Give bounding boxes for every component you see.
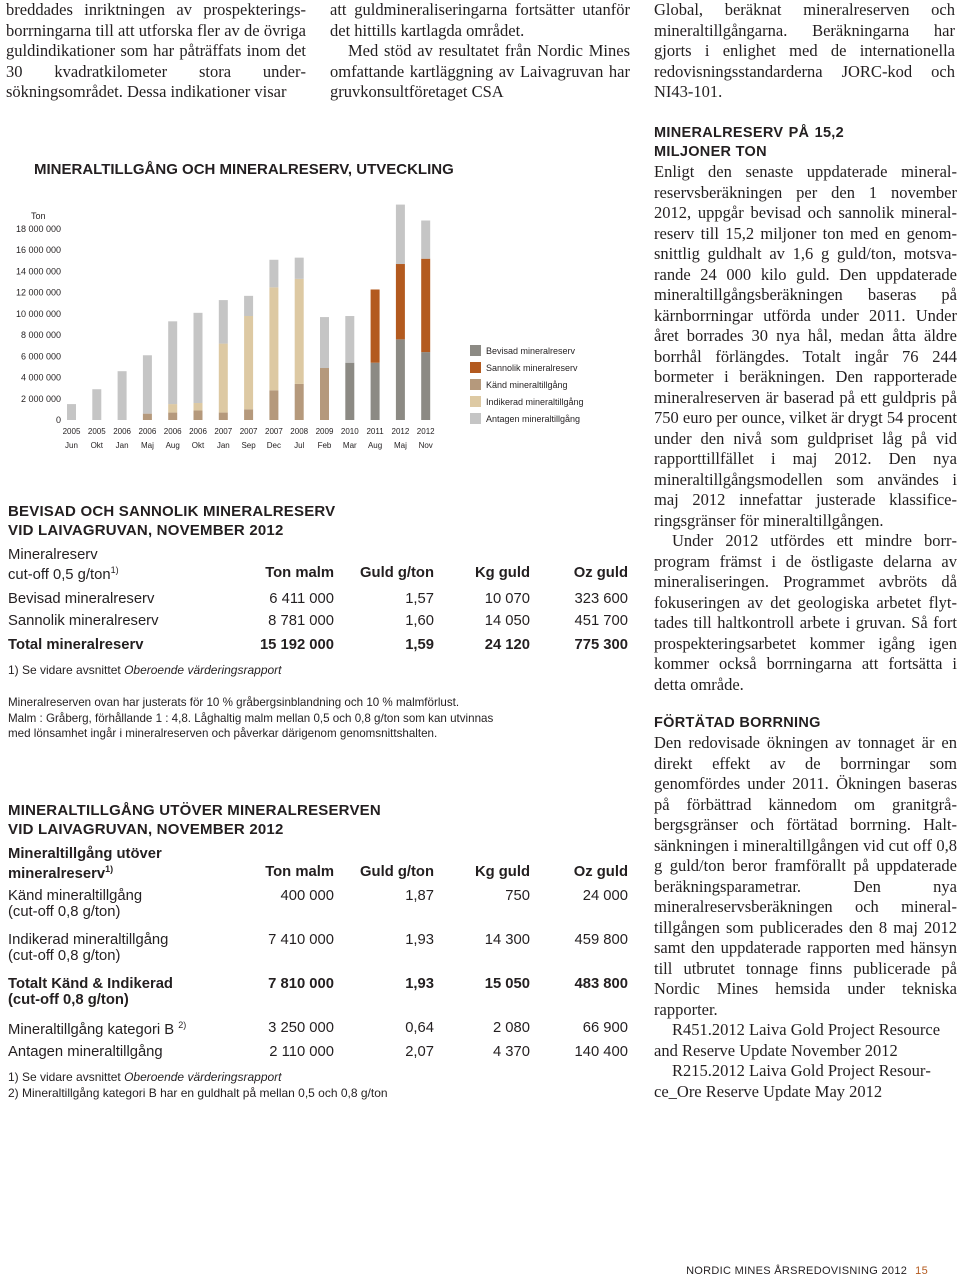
col-ton-malm: Ton malm xyxy=(265,565,334,581)
bar-segment xyxy=(295,258,304,279)
bar-segment xyxy=(92,389,101,420)
table-row: Bevisad mineralreserv 6 411 000 1,57 10 070 323 600 xyxy=(8,591,628,607)
bar-segment xyxy=(244,296,253,316)
bar-segment xyxy=(396,339,405,420)
bar-segment xyxy=(295,279,304,384)
resource-title: MINERALTILLGÅNG UTÖVER MINERALRESERVEN VID LAIVAGRUVAN, NOVEMBER 2012 xyxy=(8,802,381,838)
resource-footnotes: 1) Se vidare avsnittet Oberoende värderingsrapport 2) Mineraltillgång kategori B har en guldhalt på mellan 0,5 och 0,8 g/ton xyxy=(8,1070,388,1100)
x-tick-year: 2012 xyxy=(416,427,435,436)
page-footer: NORDIC MINES ÅRSREDOVISNING 2012 15 xyxy=(686,1265,928,1277)
y-tick-label: 14 000 000 xyxy=(15,266,61,277)
bar-segment xyxy=(421,221,430,259)
section-heading-reserve: MINERALRESERV PÅ 15,2 MILJONER TON xyxy=(654,125,844,160)
bar-segment xyxy=(194,313,203,403)
x-tick-month: Jan xyxy=(216,441,230,450)
bar-segment xyxy=(194,410,203,420)
development-chart xyxy=(0,150,640,465)
x-tick-year: 2008 xyxy=(290,427,309,436)
table-row: Mineraltillgång kategori B $^{2)}$ 3 250 000 0,64 2 080 66 900 xyxy=(8,1020,628,1038)
x-tick-month: Feb xyxy=(317,441,332,450)
reserve-title: BEVISAD OCH SANNOLIK MINERALRESERV VID LAIVAGRUVAN, NOVEMBER 2012 xyxy=(8,503,336,539)
y-tick-label: 12 000 000 xyxy=(15,287,61,298)
col-guld-g-ton: Guld g/ton xyxy=(360,565,434,581)
bar-segment xyxy=(118,371,127,420)
bar-segment xyxy=(219,300,228,344)
bar-segment xyxy=(194,403,203,410)
y-tick-label: 10 000 000 xyxy=(15,308,61,319)
bar-segment xyxy=(396,264,405,339)
bar-segment xyxy=(269,260,278,288)
legend-swatch xyxy=(470,413,481,424)
x-tick-month: Okt xyxy=(191,441,205,450)
x-tick-month: Nov xyxy=(418,441,433,450)
x-tick-month: Maj xyxy=(140,441,154,450)
x-tick-month: Jan xyxy=(115,441,129,450)
bar-segment xyxy=(168,321,177,404)
top-left-text: breddades inriktningen av prospekteringsborrningarna till att utforska fler av de övriga guldindikationer som har påträffats inom det 30 kvadratkilometer stora undersökningsområdet. Dessa indikationer visar xyxy=(6,0,306,101)
col-oz-guld: Oz guld xyxy=(573,565,628,581)
legend-swatch xyxy=(470,379,481,390)
x-tick-month: Aug xyxy=(165,441,180,450)
bar-segment xyxy=(168,413,177,420)
bar-segment xyxy=(371,289,380,362)
table-total-row: Total mineralreserv 15 192 000 1,59 24 120 775 300 xyxy=(8,637,628,653)
y-tick-label: 0 xyxy=(55,415,61,425)
col-kg-guld: Kg guld xyxy=(474,565,530,581)
bar-segment xyxy=(219,344,228,413)
right-column: MINERALRESERV PÅ 15,2 MILJONER TON Enligt den senaste uppdaterade mineralreservsberäkningen per den 1 november 2012, uppgår bevisad och sannolik mineralreserv till 15,2 miljoner ton med en genomsnittlig guldhalt av 1,6 g guld/ton, motsvarande 24 000 kilo guld. Den uppdaterade mineraltillgångsberäkningen baseras på kärnborrningar utförda under 2011. Under året borrades 30 nya hål, medan åtta äldre borrhål förlängdes. Totalt ingår 76 244 bormeter i beräkningen. Den rapporterade mineralreserven är baserad på ett guldpris på 750 euro per ounce, vilket är drygt 54 procent under den nivå som guldpriset låg på vid rapporttillfället i maj 2012. Den nya mineraltillgångsmodellen som användes i maj 2012 innefattar justerade klassificeringsgränser för mineraltillgången. Under 2012 utfördes ett mindre borrprogram främst i de östligaste delarna av mineraliseringen. Programmet avbröts då fokuseringen av det geologiska arbetet flyttades till haltkontroll arbete i gruvan. Så fort prospekteringsarbetet kommer igång igen kommer också borrningarna att fortsätta i detta område. FÖRTÄTAD BORRNING Den redovisade ökningen av tonnaget är en direkt effekt av de borrningar som genomfördes under 2011. Ökningen baseras på förbättrad kännedom om granitgråbergsgränser och förtätad borrning. Haltsänkningen i mineraltillgången vid cut off 0,8 g guld/ton beror framförallt på uppdaterade beräkningsparametrar. Den nya mineralreservsberäkningen och mineraltillgången som publicerades den 8 maj 2012 samt den uppdaterade rapporten med hänsyn till utbrutet tonnage finns publicerade på Nordic Mines hemsida under tekniska rapporter. R451.2012 Laiva Gold Project Resource and Reserve Update November 2012 R215.2012 Laiva Gold Project Resource_Ore Reserve Update May 2012 xyxy=(654,125,957,1101)
bar-segment xyxy=(371,363,380,420)
bar-segment xyxy=(295,384,304,420)
x-tick-year: 2011 xyxy=(366,427,384,436)
legend-swatch xyxy=(470,362,481,373)
x-tick-month: Aug xyxy=(367,441,383,450)
table-row: Känd mineraltillgång (cut-off 0,8 g/ton) 400 000 1,87 750 24 000 xyxy=(8,888,628,920)
bar-segment xyxy=(269,390,278,420)
x-tick-month: Mar xyxy=(342,441,357,450)
x-tick-year: 2007 xyxy=(239,427,258,436)
table-row: Antagen mineraltillgång 2 110 000 2,07 4 370 140 400 xyxy=(8,1044,628,1060)
bar-segment xyxy=(345,363,354,420)
x-tick-month: Dec xyxy=(266,441,282,450)
bar-segment xyxy=(244,316,253,409)
legend-label: Indikerad mineraltillgång xyxy=(486,397,584,407)
reserve-cutoff: cut-off 0,5 g/ton xyxy=(8,566,111,583)
legend-label: Antagen mineraltillgång xyxy=(486,414,581,424)
legend-swatch xyxy=(470,345,481,356)
table-row: Sannolik mineralreserv 8 781 000 1,60 14 050 451 700 xyxy=(8,613,628,629)
bar-segment xyxy=(219,413,228,420)
x-tick-year: 2007 xyxy=(265,427,283,436)
x-tick-year: 2009 xyxy=(315,427,334,436)
bar-segment xyxy=(345,316,354,363)
x-tick-month: Okt xyxy=(90,441,104,450)
x-tick-year: 2006 xyxy=(189,427,207,436)
resource-table xyxy=(8,846,630,1068)
reserve-header-row: cut-off 0,5 g/ton$^{1)}$ Ton malm Guld g/ton Kg guld Oz guld xyxy=(8,565,628,583)
bar-segment xyxy=(396,205,405,264)
bar-segment xyxy=(269,287,278,390)
reserve-notes: Mineralreserven ovan har justerats för 10 % gråbergsinblandning och 10 % malmförlust. Malm : Gråberg, förhållande 1 : 4,8. Låghaltig malm mellan 0,5 och 0,8 g/ton som kan utvinnas med lönsamhet ingår i mineralreserven och påverkar därigenom genomsnittshalten. xyxy=(8,696,494,740)
x-tick-month: Sep xyxy=(241,441,256,450)
x-tick-month: Jul xyxy=(294,441,305,450)
legend-label: Sannolik mineralreserv xyxy=(486,363,578,373)
resource-head-line1: Mineraltillgång utöver xyxy=(8,846,162,862)
page-number: 15 xyxy=(915,1265,928,1277)
bar-segment xyxy=(143,414,152,420)
x-tick-year: 2006 xyxy=(113,427,131,436)
legend-swatch xyxy=(470,396,481,407)
bar-segment xyxy=(244,409,253,420)
table-total-row: Totalt Känd & Indikerad (cut-off 0,8 g/ton) 7 810 000 1,93 15 050 483 800 xyxy=(8,976,628,1008)
x-tick-year: 2012 xyxy=(391,427,410,436)
bar-segment xyxy=(143,355,152,413)
reserve-table xyxy=(8,547,630,659)
chart-ylabel: Ton xyxy=(31,211,46,221)
y-tick-label: 16 000 000 xyxy=(15,245,61,256)
y-tick-label: 4 000 000 xyxy=(20,372,61,383)
y-tick-label: 6 000 000 xyxy=(20,351,61,362)
top-middle-text: att guldmineraliseringarna fortsätter utanför det hittills kartlagda området. Med stöd av resultatet från Nordic Mines omfattande kartläggning av Laivagruvan har gruvkonsultföretaget CSA xyxy=(330,0,630,101)
legend-label: Känd mineraltillgång xyxy=(486,380,568,390)
reserve-footnote: 1) Se vidare avsnittet Oberoende värderingsrapport xyxy=(8,663,282,677)
bar-segment xyxy=(421,259,430,352)
y-tick-label: 8 000 000 xyxy=(20,330,61,341)
x-tick-year: 2007 xyxy=(214,427,233,436)
x-tick-year: 2005 xyxy=(62,427,81,436)
x-tick-month: Jun xyxy=(65,441,78,450)
bar-segment xyxy=(320,317,329,368)
section-heading-drilling: FÖRTÄTAD BORRNING xyxy=(654,715,821,731)
x-tick-month: Maj xyxy=(393,441,407,450)
y-tick-label: 2 000 000 xyxy=(20,393,61,404)
y-tick-label: 18 000 000 xyxy=(15,224,61,234)
chart-title: MINERALTILLGÅNG OCH MINERALRESERV, UTVECKLING xyxy=(34,161,454,178)
bar-segment xyxy=(168,404,177,412)
bar-segment xyxy=(421,352,430,420)
table-row: Indikerad mineraltillgång (cut-off 0,8 g/ton) 7 410 000 1,93 14 300 459 800 xyxy=(8,932,628,964)
bar-segment xyxy=(320,368,329,420)
legend-label: Bevisad mineralreserv xyxy=(486,346,576,356)
reserve-head-line1: Mineralreserv xyxy=(8,547,98,563)
resource-header-row: mineralreserv$^{1)}$ Ton malm Guld g/ton Kg guld Oz guld xyxy=(8,864,628,882)
x-tick-year: 2006 xyxy=(163,427,182,436)
x-tick-year: 2005 xyxy=(87,427,106,436)
x-tick-year: 2006 xyxy=(138,427,157,436)
bar-segment xyxy=(67,404,76,420)
top-right-text: Global, beräknat mineralreserven och mineraltillgångarna. Beräkningarna har gjorts i enlighet med de internationella redovisningsstandarderna JORC-kod och NI43-101. xyxy=(654,0,955,101)
x-tick-year: 2010 xyxy=(340,427,359,436)
